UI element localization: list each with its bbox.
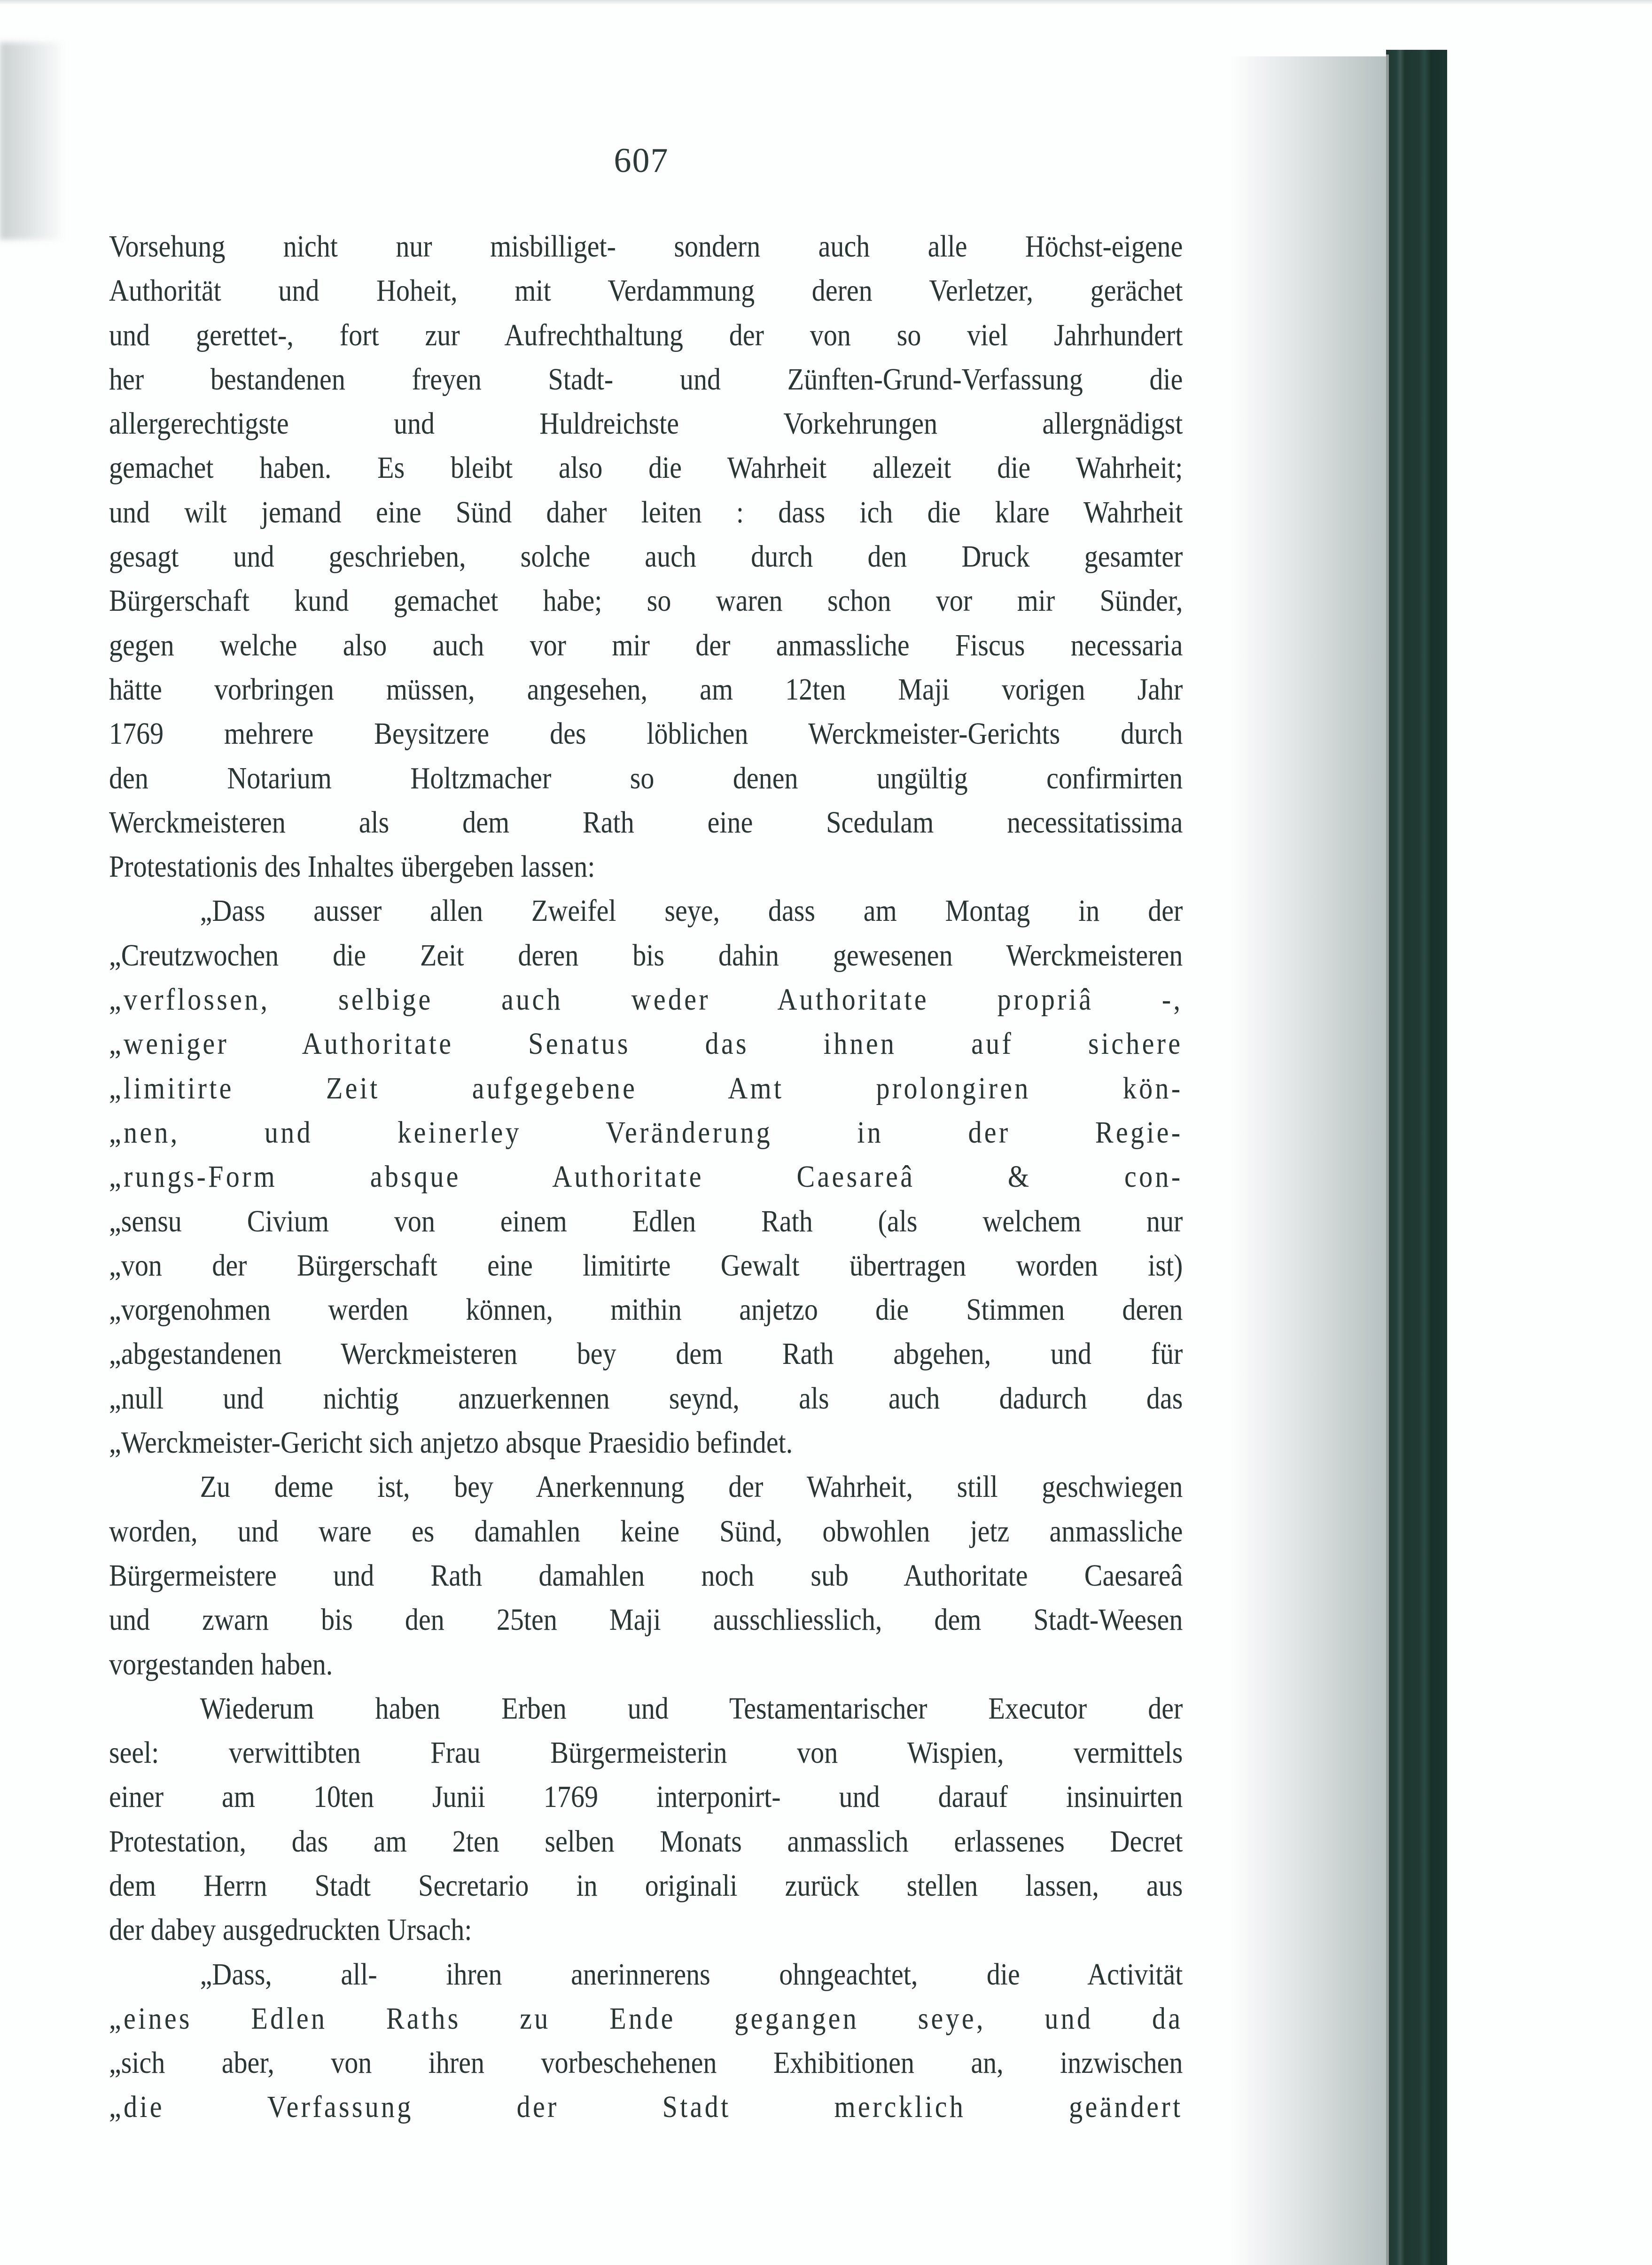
paragraph-first-line: Wiederum haben Erben und Testamentarischer Executor der <box>200 1691 1183 1726</box>
text-line: und gerettet-, fort zur Aufrechthaltung der von so viel Jahrhundert <box>109 318 1183 352</box>
text-line: „null und nichtig anzuerkennen seynd, als auch dadurch das <box>109 1381 1183 1416</box>
book-binding <box>1386 50 1447 2265</box>
text-line: Authorität und Hoheit, mit Verdammung deren Verletzer, gerächet <box>109 273 1183 308</box>
paragraph-first-line: „Dass ausser allen Zweifel seye, dass am Montag in der <box>200 894 1183 928</box>
text-line: „nen, und keinerley Veränderung in der Regie- <box>109 1115 1183 1150</box>
text-line: „Creutzwochen die Zeit deren bis dahin gewesenen Werckmeisteren <box>109 938 1183 973</box>
text-line: einer am 10ten Junii 1769 interponirt- und darauf insinuirten <box>109 1780 1183 1814</box>
text-line: vorgestanden haben. <box>109 1647 333 1681</box>
body-text <box>109 225 1183 2130</box>
text-line: Vorsehung nicht nur misbilliget- sondern auch alle Höchst-eigene <box>109 229 1183 264</box>
text-line: „vorgenohmen werden können, mithin anjetzo die Stimmen deren <box>109 1292 1183 1327</box>
paragraph-first-line: „Dass, all- ihren anerinnerens ohngeachtet, die Activität <box>200 1957 1183 1992</box>
text-line: „verflossen, selbige auch weder Authoritate propriâ -, <box>109 982 1183 1017</box>
text-line: „von der Bürgerschaft eine limitirte Gewalt übertragen worden ist) <box>109 1248 1183 1283</box>
binding-edge <box>1386 54 1389 2265</box>
text-line: hätte vorbringen müssen, angesehen, am 12ten Maji vorigen Jahr <box>109 672 1183 707</box>
text-line: „eines Edlen Raths zu Ende gegangen seye, und da <box>109 2001 1183 2036</box>
text-line: „die Verfassung der Stadt mercklich geändert <box>109 2090 1183 2125</box>
text-line: gegen welche also auch vor mir der anmassliche Fiscus necessaria <box>109 628 1183 662</box>
text-line: Bürgerschaft kund gemachet habe; so waren schon vor mir Sünder, <box>109 584 1183 618</box>
text-line: 1769 mehrere Beysitzere des löblichen Werckmeister-Gerichts durch <box>109 716 1183 751</box>
text-line: seel: verwittibten Frau Bürgermeisterin von Wispien, vermittels <box>109 1736 1183 1770</box>
text-line: gemachet haben. Es bleibt also die Wahrheit allezeit die Wahrheit; <box>109 451 1183 485</box>
text-line: „limitirte Zeit aufgegebene Amt prolongiren kön- <box>109 1071 1183 1105</box>
text-line: Protestation, das am 2ten selben Monats anmasslich erlassenes Decret <box>109 1824 1183 1859</box>
text-line: und wilt jemand eine Sünd daher leiten : dass ich die klare Wahrheit <box>109 495 1183 529</box>
text-line: „sensu Civium von einem Edlen Rath (als welchem nur <box>109 1204 1183 1238</box>
text-line: worden, und ware es damahlen keine Sünd, obwohlen jetz anmassliche <box>109 1514 1183 1549</box>
text-line: „Werckmeister-Gericht sich anjetzo absque Praesidio befindet. <box>109 1425 793 1460</box>
text-line: her bestandenen freyen Stadt- und Zünften-Grund-Verfassung die <box>109 362 1183 397</box>
scan-top-shadow <box>0 0 1652 5</box>
scan-left-shadow <box>0 42 66 240</box>
text-line: Werckmeisteren als dem Rath eine Scedulam necessitatissima <box>109 805 1183 840</box>
text-line: Bürgermeistere und Rath damahlen noch sub Authoritate Caesareâ <box>109 1558 1183 1593</box>
text-line: „abgestandenen Werckmeisteren bey dem Rath abgehen, und für <box>109 1337 1183 1371</box>
text-line: „rungs-Form absque Authoritate Caesareâ & con- <box>109 1160 1183 1194</box>
text-line: allergerechtigste und Huldreichste Vorkehrungen allergnädigst <box>109 406 1183 441</box>
text-line: gesagt und geschrieben, solche auch durch den Druck gesamter <box>109 539 1183 574</box>
text-line: den Notarium Holtzmacher so denen ungültig confirmirten <box>109 761 1183 795</box>
gutter-shadow <box>1231 56 1386 2265</box>
text-line: dem Herrn Stadt Secretario in originali zurück stellen lassen, aus <box>109 1868 1183 1903</box>
text-line: und zwarn bis den 25ten Maji ausschliesslich, dem Stadt-Weesen <box>109 1603 1183 1637</box>
page-number: 607 <box>614 141 669 180</box>
text-line: „weniger Authoritate Senatus das ihnen auf sichere <box>109 1027 1183 1061</box>
paragraph-first-line: Zu deme ist, bey Anerkennung der Wahrheit, still geschwiegen <box>200 1470 1183 1504</box>
text-line: Protestationis des Inhaltes übergeben lassen: <box>109 849 595 884</box>
text-line: der dabey ausgedruckten Ursach: <box>109 1913 472 1947</box>
text-line: „sich aber, von ihren vorbeschehenen Exhibitionen an, inzwischen <box>109 2046 1183 2080</box>
